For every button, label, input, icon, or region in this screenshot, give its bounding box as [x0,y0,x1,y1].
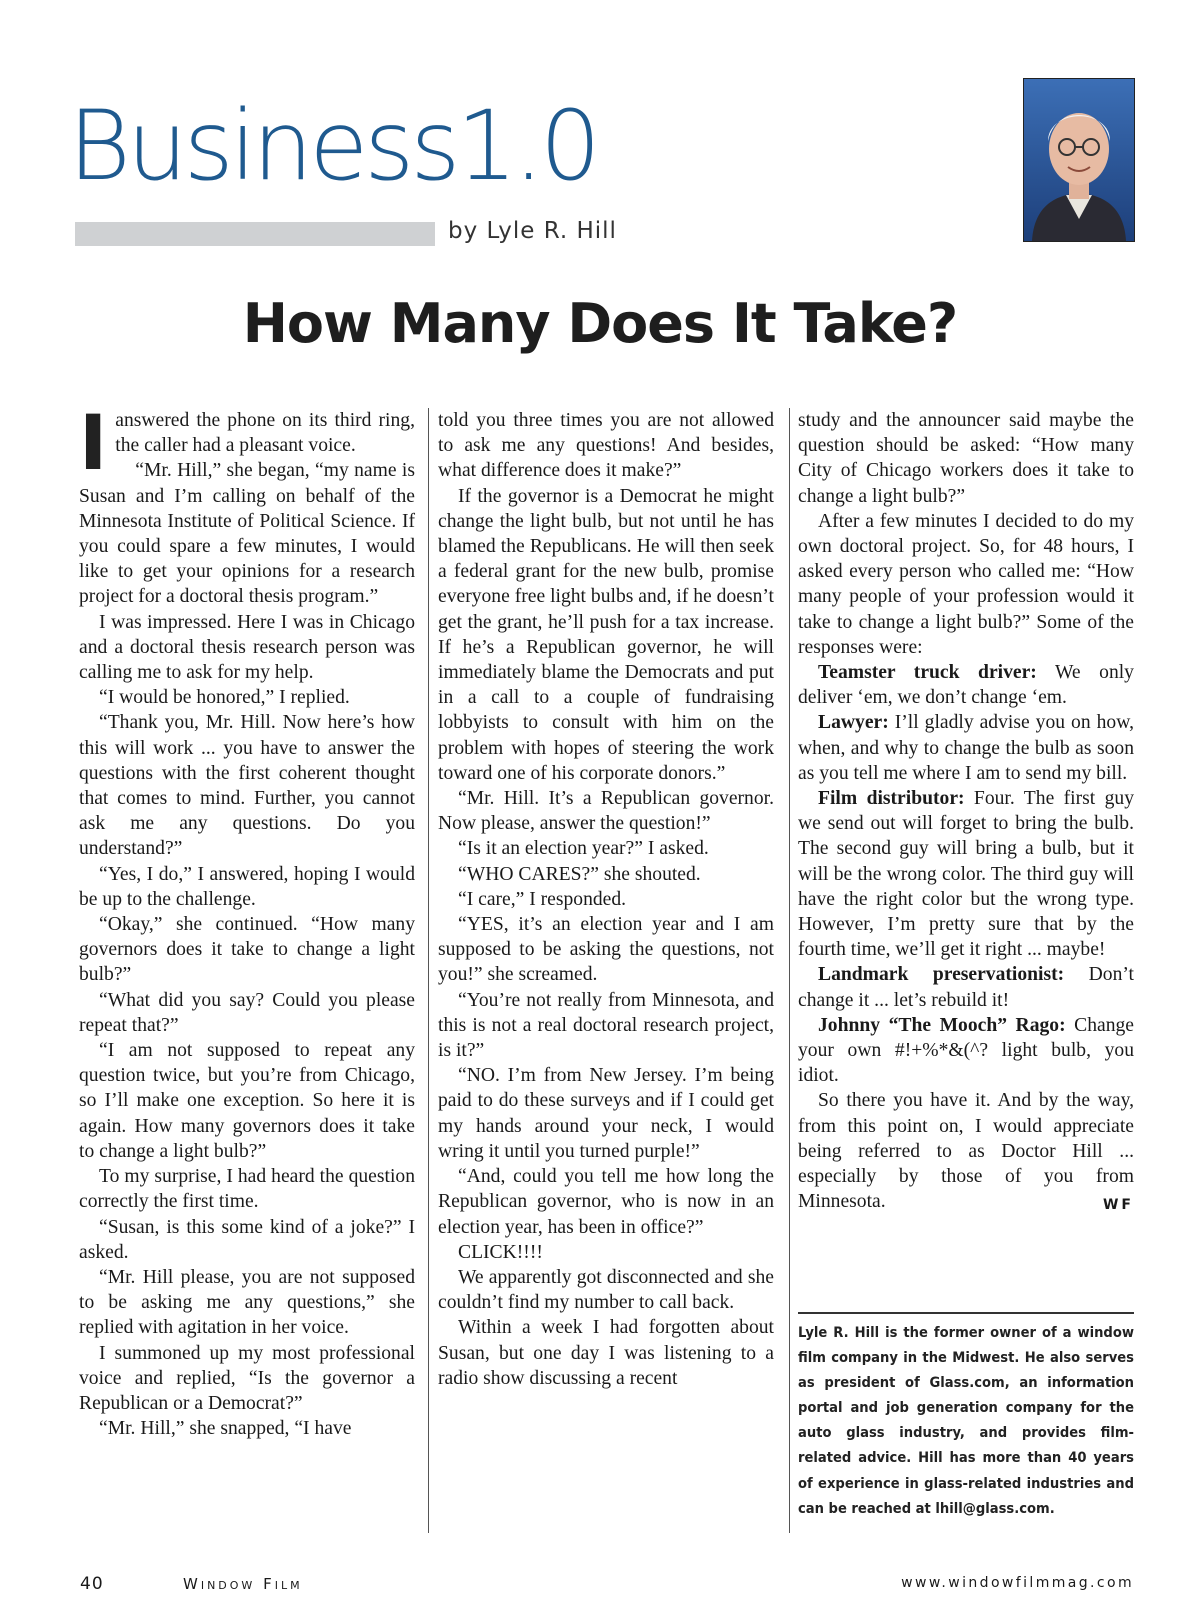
paragraph: “What did you say? Could you please repeat that?” [79,989,415,1036]
paragraph: “I am not supposed to repeat any question twice, but you’re from Chicago, so I’ll make one exception. So here it is again. How many governors does it take to change a light bulb?” [79,1040,415,1162]
paragraph: told you three times you are not allowed to ask me any questions! And besides, what difference does it make?” [438,410,774,482]
response-label: Johnny “The Mooch” Rago: [818,1014,1066,1036]
end-mark: WF [1102,1197,1134,1214]
paragraph: “Yes, I do,” I answered, hoping I would be up to the challenge. [79,863,415,910]
response-label: Film distributor: [818,788,965,810]
paragraph: “YES, it’s an election year and I am supposed to be asking the questions, not you!” she screamed. [438,914,774,986]
article-column-3 [798,408,1134,1219]
page-number: 40 [80,1574,104,1594]
paragraph-text: So there you have it. And by the way, from this point on, I would appreciate being referred to as Doctor Hill ... especially by those of you from Minnesota. [798,1090,1134,1213]
paragraph: “Mr. Hill. It’s a Republican governor. Now please, answer the question!” [438,788,774,835]
paragraph: CLICK!!!! [458,1241,543,1263]
paragraph: We apparently got disconnected and she couldn’t find my number to call back. [438,1266,774,1314]
paragraph: “Mr. Hill please, you are not supposed to be asking me any questions,” she replied with agitation in her voice. [79,1266,415,1339]
author-photo [1023,78,1135,242]
paragraph: “I would be honored,” I replied. [99,687,350,709]
paragraph: I was impressed. Here I was in Chicago and a doctoral thesis research person was calling me to ask for my help. [79,611,415,684]
paragraph: study and the announcer said maybe the question should be asked: “How many City of Chicago workers does it take to change a light bulb?” [798,410,1134,507]
paragraph: “Thank you, Mr. Hill. Now here’s how this will work ... you have to answer the questions with the first coherent thought that comes to mind. Further, you cannot ask me any questions. Do you understand?” [79,712,415,860]
paragraph-text: answered the phone on its third ring, the caller had a pleasant voice. [115,410,415,457]
paragraph: “You’re not really from Minnesota, and this is not a real doctoral research project, is it?” [438,989,774,1062]
paragraph: “Mr. Hill,” she began, “my name is Susan and I’m calling on behalf of the Minnesota Institute of Political Science. If you could spare a few minutes, I would like to get your opinions for a research project for a doctoral thesis program.” [79,460,415,608]
response-item [798,710,1134,786]
paragraph: “WHO CARES?” she shouted. [458,863,701,885]
author-portrait-illustration [1024,79,1134,241]
author-bio: Lyle R. Hill is the former owner of a window film company in the Midwest. He also serves as president of Glass.com, an information portal and job generation company for the auto glass industry, and provides film-related advice. Hill has more than 40 years of experience in glass-related industries and can be reached at lhill@glass.com. [798,1324,1134,1517]
magazine-url[interactable]: www.windowfilmmag.com [901,1575,1134,1591]
magazine-name: Window Film [183,1575,303,1593]
column-logo: Business1.0 [68,90,597,202]
article-column-2 [438,408,774,1391]
paragraph: “And, could you tell me how long the Republican governor, who is now in an election year, has been in office?” [438,1166,774,1238]
response-text: Don’t change it ... let’s rebuild it! [798,964,1134,1011]
response-text: Four. The first guy we send out will forget to bring the bulb. The second guy will bring a bulb, but it will be the wrong color. The third guy will have the right color but the wrong type. However, I’m pretty sure that by the fourth time, we’ll get it right ... maybe! [798,788,1134,961]
response-label: Teamster truck driver: [818,662,1037,684]
logo-underline-bar [75,222,435,246]
response-item [798,962,1134,1012]
paragraph: “NO. I’m from New Jersey. I’m being paid to do these surveys and if I could get my hands around your neck, I would wring it until you turned purple!” [438,1065,774,1162]
paragraph: “Is it an election year?” I asked. [458,838,709,860]
paragraph: “Mr. Hill,” she snapped, “I have [99,1418,352,1440]
paragraph: After a few minutes I decided to do my own doctoral project. So, for 48 hours, I asked every person who called me: “How many people of your profession would it take to change a light bulb?” Some of the responses were: [798,510,1134,658]
column-divider [428,408,429,1533]
response-item [798,786,1134,962]
response-text: I’ll gladly advise you on how, when, and why to change the bulb as soon as you tell me where I am to send my bill. [798,712,1134,784]
paragraph: I summoned up my most professional voice and replied, “Is the governor a Republican or a Democrat?” [79,1342,415,1414]
drop-cap: I [79,398,108,487]
paragraph: “I care,” I responded. [458,888,627,910]
byline: by Lyle R. Hill [448,218,617,244]
bio-divider [798,1312,1134,1314]
paragraph: To my surprise, I had heard the question correctly the first time. [79,1166,415,1213]
response-label: Lawyer: [818,712,889,734]
article-column-1 [79,398,415,1441]
column-divider [789,408,790,1533]
article-headline: How Many Does It Take? [242,292,958,355]
response-text: Change your own #!+%*&(^? light bulb, you idiot. [798,1014,1134,1087]
paragraph: If the governor is a Democrat he might change the light bulb, but not until he has blamed the Republicans. He will then seek a federal grant for the new bulb, promise everyone free light bulbs and, if he doesn’t get the grant, he’ll push for a tax increase. If he’s a Republican governor, he will immediately blame the Democrats and put in a call to a couple of fundraising lobbyists to consult with him on the problem with hopes of steering the work toward one of his corporate donors.” [438,485,774,784]
response-text: We only deliver ‘em, we don’t change ‘em. [798,662,1134,709]
response-item [798,1013,1134,1089]
paragraph: “Susan, is this some kind of a joke?” I asked. [79,1216,415,1263]
paragraph [798,1088,1134,1214]
paragraph: Within a week I had forgotten about Susan, but one day I was listening to a radio show discussing a recent [438,1317,774,1389]
paragraph [79,398,415,487]
response-item [798,660,1134,710]
response-label: Landmark preservationist: [818,964,1065,986]
paragraph: “Okay,” she continued. “How many governors does it take to change a light bulb?” [79,914,415,986]
